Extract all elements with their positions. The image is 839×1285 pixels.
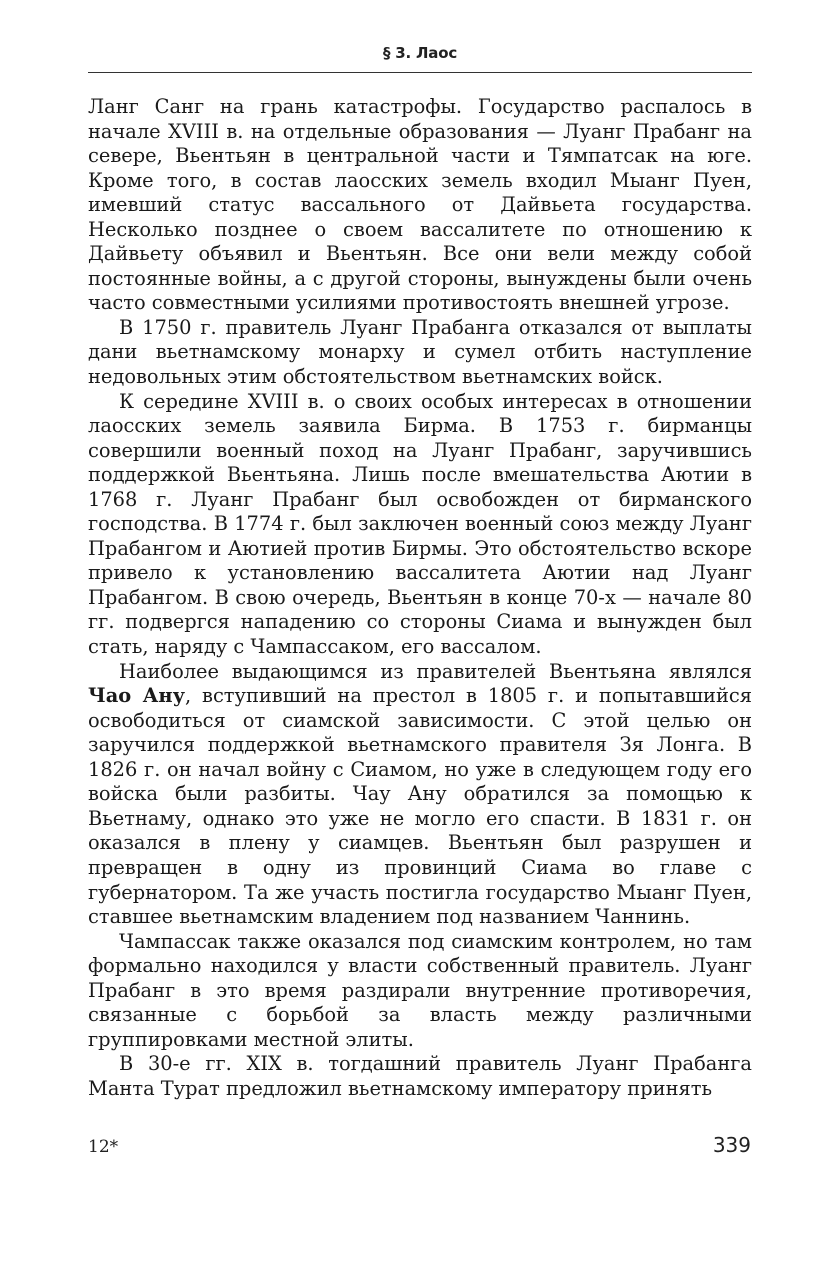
paragraph-3: К середине XVIII в. о своих особых интересах в отношении лаосских земель заявила Бирма. В 1753 г. бирманцы совершили военный поход на Луанг Прабанг, заручившись поддержкой Вьентьяна. Лишь после вмешательства Аютии в 1768 г. Луанг Прабанг был освобожден от бирманского господства. В 1774 г. был заключен военный союз между Луанг Прабангом и Аютией против Бирмы. Это обстоятельство вскоре привело к установлению вассалитета Аютии над Луанг Прабангом. В свою очередь, Вьентьян в конце 70-х — начале 80 гг. подвергся нападению со стороны Сиама и вынужден был стать, наряду с Чампассаком, его вассалом. — [88, 389, 752, 659]
bold-name-chao-anu: Чао Ану — [88, 684, 186, 708]
body-text — [88, 95, 752, 1101]
paragraph-1: Ланг Санг на грань катастрофы. Государство распалось в начале XVIII в. на отдельные образования — Луанг Прабанг на севере, Вьентьян в центральной части и Тямпатсак на юге. Кроме того, в состав лаосских земель входил Мыанг Пуен, имевший статус вассального от Дайвьета государства. Несколько позднее о своем вассалитете по отношению к Дайвьету объявил и Вьентьян. Все они вели между собой постоянные войны, а с другой стороны, вынуждены были очень часто совместными усилиями противостоять внешней угрозе. — [88, 95, 752, 315]
page-number: 339 — [712, 1133, 751, 1157]
paragraph-4 — [88, 660, 752, 930]
header-rule — [88, 72, 752, 73]
signature-mark: 12* — [88, 1137, 119, 1157]
paragraph-4-lead: Наиболее выдающимся из правителей Вьентьяна являлся — [119, 659, 752, 683]
paragraph-4-rest: , вступивший на престол в 1805 г. и попытавшийся освободиться от сиамской зависимости. С этой целью он заручился поддержкой вьетнамского правителя Зя Лонга. В 1826 г. он начал войну с Сиамом, но уже в следующем году его войска были разбиты. Чау Ану обратился за помощью к Вьетнаму, однако это уже не могло его спасти. В 1831 г. он оказался в плену у сиамцев. Вьентьян был разрушен и превращен в одну из провинций Сиама во главе с губернатором. Та же участь постигла государство Мыанг Пуен, ставшее вьетнамским владением под названием Чаннинь. — [88, 684, 752, 929]
paragraph-6: В 30-е гг. XIX в. тогдашний правитель Луанг Прабанга Манта Турат предложил вьетнамскому императору принять — [88, 1052, 752, 1100]
running-head-title: § 3. Лаос — [382, 44, 458, 62]
paragraph-5: Чампассак также оказался под сиамским контролем, но там формально находился у власти собственный правитель. Луанг Прабанг в это время раздирали внутренние противоречия, связанные с борьбой за власть между различными группировками местной элиты. — [88, 929, 752, 1051]
paragraph-2: В 1750 г. правитель Луанг Прабанга отказался от выплаты дани вьетнамскому монарху и сумел отбить наступление недовольных этим обстоятельством вьетнамских войск. — [88, 315, 752, 389]
